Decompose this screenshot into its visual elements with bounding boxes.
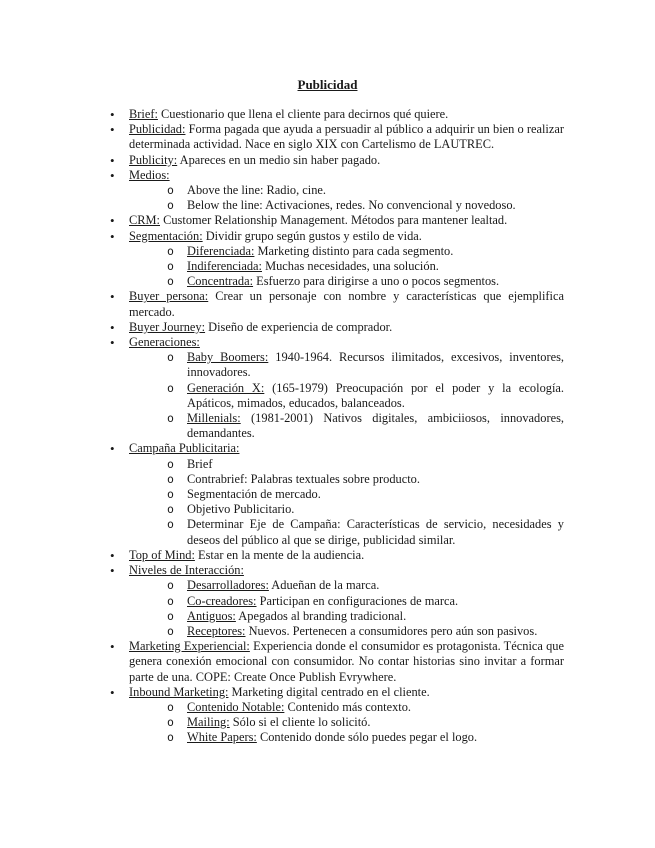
list-item-term: Medios: <box>129 167 170 182</box>
sub-item-text: Apegados al branding tradicional. <box>235 608 407 623</box>
sub-list-item <box>167 457 564 472</box>
list-item <box>110 153 564 168</box>
list-item-term: Publicidad: <box>129 122 186 137</box>
list-item <box>110 639 564 685</box>
sub-list-item <box>167 244 564 259</box>
sub-item-term: White Papers: <box>187 730 257 745</box>
list-item <box>110 229 564 290</box>
sub-item-text: Esfuerzo para dirigirse a uno o pocos segmentos. <box>253 274 500 289</box>
list-item-term: Buyer persona: <box>129 289 209 304</box>
list-item <box>110 441 564 547</box>
sub-list-item <box>167 700 564 715</box>
document-body <box>110 107 564 746</box>
list-item <box>110 563 564 639</box>
list-item-term: Top of Mind: <box>129 547 195 562</box>
sub-item-text: 1940-1964. Recursos ilimitados, excesivos, inventores, innovadores. <box>187 350 565 380</box>
sub-list <box>129 578 564 639</box>
sub-list <box>129 457 564 548</box>
sub-item-term: Baby Boomers: <box>187 350 269 365</box>
sub-item-text: Sólo si el cliente lo solicitó. <box>229 715 371 730</box>
sub-item-text: Contenido más contexto. <box>284 699 412 714</box>
sub-item-text: Objetivo Publicitario. <box>187 502 295 517</box>
sub-item-text: Participan en configuraciones de marca. <box>256 593 459 608</box>
sub-item-text: (1981-2001) Nativos digitales, ambiciiosos, innovadores, demandantes. <box>187 411 564 441</box>
list-item-text: Marketing digital centrado en el cliente. <box>228 684 430 699</box>
list-item-text: Dividir grupo según gustos y estilo de vida. <box>202 228 422 243</box>
list-item-text: Estar en la mente de la audiencia. <box>194 547 365 562</box>
list-item-text: Customer Relationship Management. Métodos para mantener lealtad. <box>160 213 508 228</box>
sub-list-item <box>167 730 564 745</box>
sub-list-item <box>167 259 564 274</box>
bullet-list <box>110 107 564 746</box>
sub-list-item <box>167 198 564 213</box>
list-item <box>110 168 564 214</box>
list-item-text: Cuestionario que llena el cliente para decirnos qué quiere. <box>157 107 449 121</box>
list-item <box>110 320 564 335</box>
sub-item-term: Receptores: <box>187 623 246 638</box>
sub-item-term: Concentrada: <box>187 274 254 289</box>
list-item <box>110 548 564 563</box>
sub-item-text: Nuevos. Pertenecen a consumidores pero aún son pasivos. <box>245 623 538 638</box>
list-item-term: Campaña Publicitaria: <box>129 441 240 456</box>
sub-list-item <box>167 350 564 380</box>
sub-list-item <box>167 411 564 441</box>
sub-item-term: Antiguos: <box>187 608 236 623</box>
sub-list-item <box>167 578 564 593</box>
sub-list-item <box>167 594 564 609</box>
sub-list <box>129 350 564 441</box>
sub-item-text: Marketing distinto para cada segmento. <box>254 243 454 258</box>
sub-item-term: Co-creadores: <box>187 593 257 608</box>
sub-item-term: Mailing: <box>187 715 230 730</box>
sub-list-item <box>167 487 564 502</box>
sub-item-text: Contrabrief: Palabras textuales sobre producto. <box>187 471 420 486</box>
list-item-term: Brief: <box>129 107 158 121</box>
list-item-text: Diseño de experiencia de comprador. <box>205 319 393 334</box>
sub-item-text: (165-1979) Preocupación por el poder y la ecología. Apáticos, mimados, educados, balanceados. <box>187 380 564 410</box>
sub-list-item <box>167 502 564 517</box>
sub-item-text: Below the line: Activaciones, redes. No convencional y novedoso. <box>187 198 516 213</box>
sub-list-item <box>167 609 564 624</box>
list-item-term: Segmentación: <box>129 228 203 243</box>
list-item-term: Generaciones: <box>129 335 200 350</box>
list-item-text: Apareces en un medio sin haber pagado. <box>177 152 381 167</box>
list-item-term: Buyer Journey: <box>129 319 206 334</box>
sub-list-item <box>167 624 564 639</box>
list-item-term: Inbound Marketing: <box>129 684 229 699</box>
sub-list-item <box>167 517 564 547</box>
sub-item-term: Generación X: <box>187 380 265 395</box>
list-item-term: CRM: <box>129 213 160 228</box>
sub-item-text: Muchas necesidades, una solución. <box>262 259 439 274</box>
sub-list <box>129 183 564 213</box>
sub-item-text: Determinar Eje de Campaña: Características de servicio, necesidades y deseos del público al que se dirige, publicidad similar. <box>187 517 564 547</box>
sub-list <box>129 244 564 290</box>
list-item <box>110 335 564 441</box>
sub-item-text: Above the line: Radio, cine. <box>187 183 327 198</box>
page-title: Publicidad <box>297 77 358 92</box>
list-item <box>110 122 564 152</box>
sub-item-term: Contenido Notable: <box>187 699 285 714</box>
sub-item-text: Contenido donde sólo puedes pegar el logo. <box>256 730 478 745</box>
list-item-text: Forma pagada que ayuda a persuadir al público a adquirir un bien o realizar determinada actividad. Nace en siglo XIX con Cartelismo de LAUTREC. <box>129 122 564 152</box>
sub-item-text: Segmentación de mercado. <box>187 487 321 502</box>
list-item-text: Experiencia donde el consumidor es protagonista. Técnica que genera conexión emocional con consumidor. No contar historias sino invitar a formar parte de una. COPE: Create Once Publish Evrywhere. <box>129 639 564 684</box>
sub-list-item <box>167 472 564 487</box>
sub-list-item <box>167 183 564 198</box>
sub-item-term: Desarrolladores: <box>187 578 269 593</box>
sub-item-term: Millenials: <box>187 411 241 426</box>
list-item <box>110 107 564 122</box>
sub-item-term: Diferenciada: <box>187 243 255 258</box>
list-item-term: Niveles de Interacción: <box>129 563 244 578</box>
list-item <box>110 213 564 228</box>
sub-item-text: Adueñan de la marca. <box>268 578 380 593</box>
list-item-term: Publicity: <box>129 152 178 167</box>
sub-list-item <box>167 274 564 289</box>
list-item-term: Marketing Experiencial: <box>129 639 250 654</box>
sub-list <box>129 700 564 746</box>
list-item <box>110 289 564 319</box>
list-item <box>110 685 564 746</box>
sub-list-item <box>167 381 564 411</box>
sub-item-term: Indiferenciada: <box>187 259 262 274</box>
list-item-text: Crear un personaje con nombre y características que ejemplifica mercado. <box>129 289 565 319</box>
sub-list-item <box>167 715 564 730</box>
sub-item-text: Brief <box>187 456 213 471</box>
